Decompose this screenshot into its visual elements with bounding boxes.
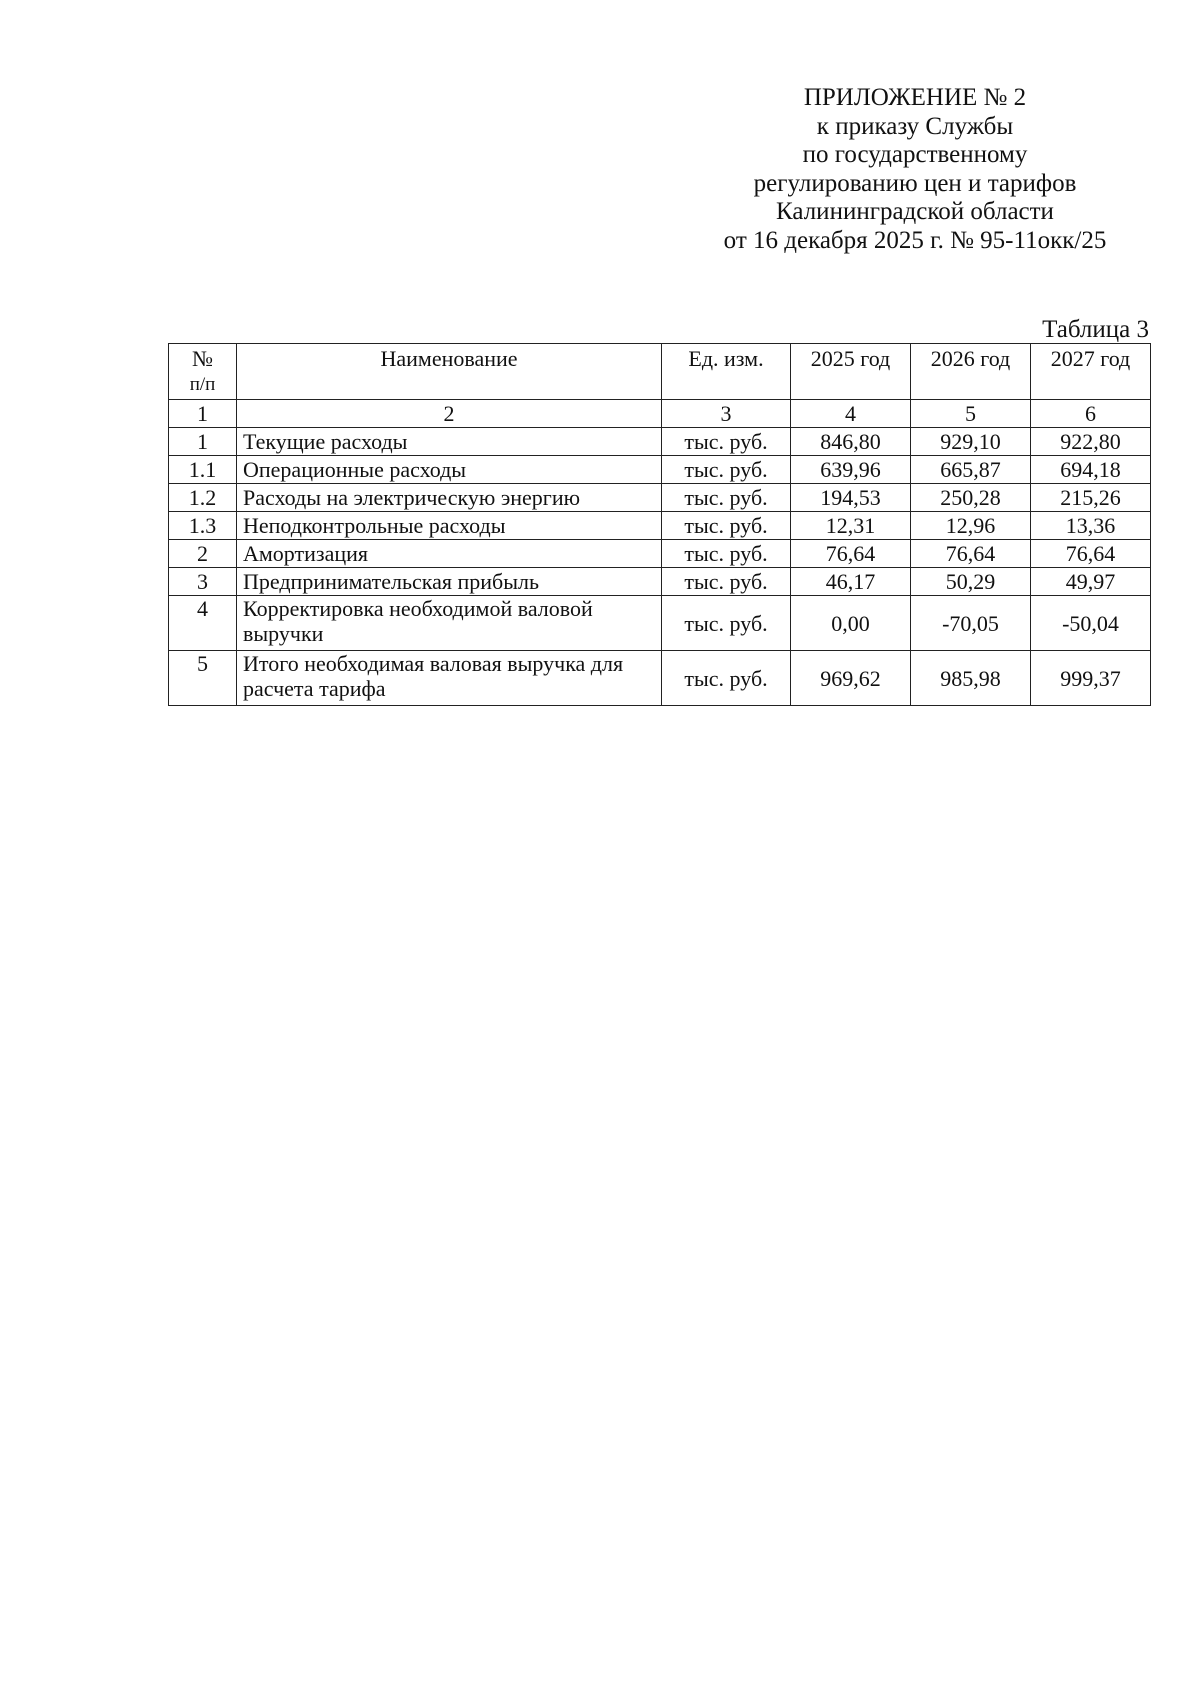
row-name: Неподконтрольные расходы — [237, 512, 662, 540]
index-cell: 1 — [169, 400, 237, 428]
table-row — [169, 568, 1151, 596]
row-value-2026: 665,87 — [911, 456, 1031, 484]
row-unit: тыс. руб. — [662, 428, 791, 456]
row-name: Корректировка необходимой валовой выручки — [237, 596, 662, 651]
row-value-2027: 13,36 — [1031, 512, 1151, 540]
header-2026: 2026 год — [911, 344, 1031, 400]
row-unit: тыс. руб. — [662, 456, 791, 484]
row-unit: тыс. руб. — [662, 484, 791, 512]
index-cell: 5 — [911, 400, 1031, 428]
row-value-2027: 76,64 — [1031, 540, 1151, 568]
header-num-bottom: п/п — [189, 374, 216, 395]
row-name: Амортизация — [237, 540, 662, 568]
index-cell: 3 — [662, 400, 791, 428]
index-cell: 6 — [1031, 400, 1151, 428]
row-value-2025: 0,00 — [791, 596, 911, 651]
appendix-line-3: по государственному — [802, 141, 1028, 168]
row-name: Расходы на электрическую энергию — [237, 484, 662, 512]
appendix-header — [680, 84, 1150, 255]
row-value-2025: 76,64 — [791, 540, 911, 568]
table-row — [169, 596, 1151, 651]
column-index-row — [169, 400, 1151, 428]
row-value-2025: 969,62 — [791, 651, 911, 706]
table-row — [169, 512, 1151, 540]
header-unit: Ед. изм. — [662, 344, 791, 400]
row-value-2025: 46,17 — [791, 568, 911, 596]
row-name: Операционные расходы — [237, 456, 662, 484]
appendix-line-5: Калининградской области — [776, 198, 1054, 225]
table-row — [169, 540, 1151, 568]
row-unit: тыс. руб. — [662, 596, 791, 651]
index-cell: 4 — [791, 400, 911, 428]
row-num: 1.3 — [169, 512, 237, 540]
row-num: 3 — [169, 568, 237, 596]
row-value-2027: -50,04 — [1031, 596, 1151, 651]
index-cell: 2 — [237, 400, 662, 428]
row-name: Итого необходимая валовая выручка для расчета тарифа — [237, 651, 662, 706]
row-num: 4 — [169, 596, 237, 651]
tariff-table — [168, 343, 1151, 706]
header-num-top: № — [192, 346, 213, 371]
table-row — [169, 456, 1151, 484]
row-unit: тыс. руб. — [662, 540, 791, 568]
row-value-2025: 12,31 — [791, 512, 911, 540]
row-value-2027: 215,26 — [1031, 484, 1151, 512]
row-unit: тыс. руб. — [662, 568, 791, 596]
row-num: 1.1 — [169, 456, 237, 484]
row-unit: тыс. руб. — [662, 651, 791, 706]
row-value-2025: 846,80 — [791, 428, 911, 456]
row-value-2027: 999,37 — [1031, 651, 1151, 706]
row-value-2026: 50,29 — [911, 568, 1031, 596]
row-value-2026: 985,98 — [911, 651, 1031, 706]
header-2025: 2025 год — [791, 344, 911, 400]
table-row — [169, 651, 1151, 706]
appendix-title: ПРИЛОЖЕНИЕ № 2 — [803, 84, 1027, 111]
header-num — [169, 344, 237, 400]
row-value-2026: 76,64 — [911, 540, 1031, 568]
appendix-line-4: регулированию цен и тарифов — [753, 169, 1077, 197]
row-value-2027: 49,97 — [1031, 568, 1151, 596]
header-name: Наименование — [237, 344, 662, 400]
table-caption: Таблица 3 — [1042, 316, 1149, 343]
header-2027: 2027 год — [1031, 344, 1151, 400]
row-value-2025: 194,53 — [791, 484, 911, 512]
appendix-line-2: к приказу Службы — [816, 112, 1014, 140]
appendix-line-6: от 16 декабря 2025 г. № 95-11окк/25 — [723, 226, 1107, 254]
row-value-2026: -70,05 — [911, 596, 1031, 651]
row-num: 5 — [169, 651, 237, 706]
row-value-2026: 12,96 — [911, 512, 1031, 540]
row-name: Предпринимательская прибыль — [237, 568, 662, 596]
table-row — [169, 484, 1151, 512]
row-unit: тыс. руб. — [662, 512, 791, 540]
row-value-2025: 639,96 — [791, 456, 911, 484]
row-value-2027: 694,18 — [1031, 456, 1151, 484]
table-row — [169, 428, 1151, 456]
table-header-row — [169, 344, 1151, 400]
row-name: Текущие расходы — [237, 428, 662, 456]
row-value-2026: 929,10 — [911, 428, 1031, 456]
row-num: 1 — [169, 428, 237, 456]
row-value-2026: 250,28 — [911, 484, 1031, 512]
row-num: 1.2 — [169, 484, 237, 512]
row-num: 2 — [169, 540, 237, 568]
row-value-2027: 922,80 — [1031, 428, 1151, 456]
